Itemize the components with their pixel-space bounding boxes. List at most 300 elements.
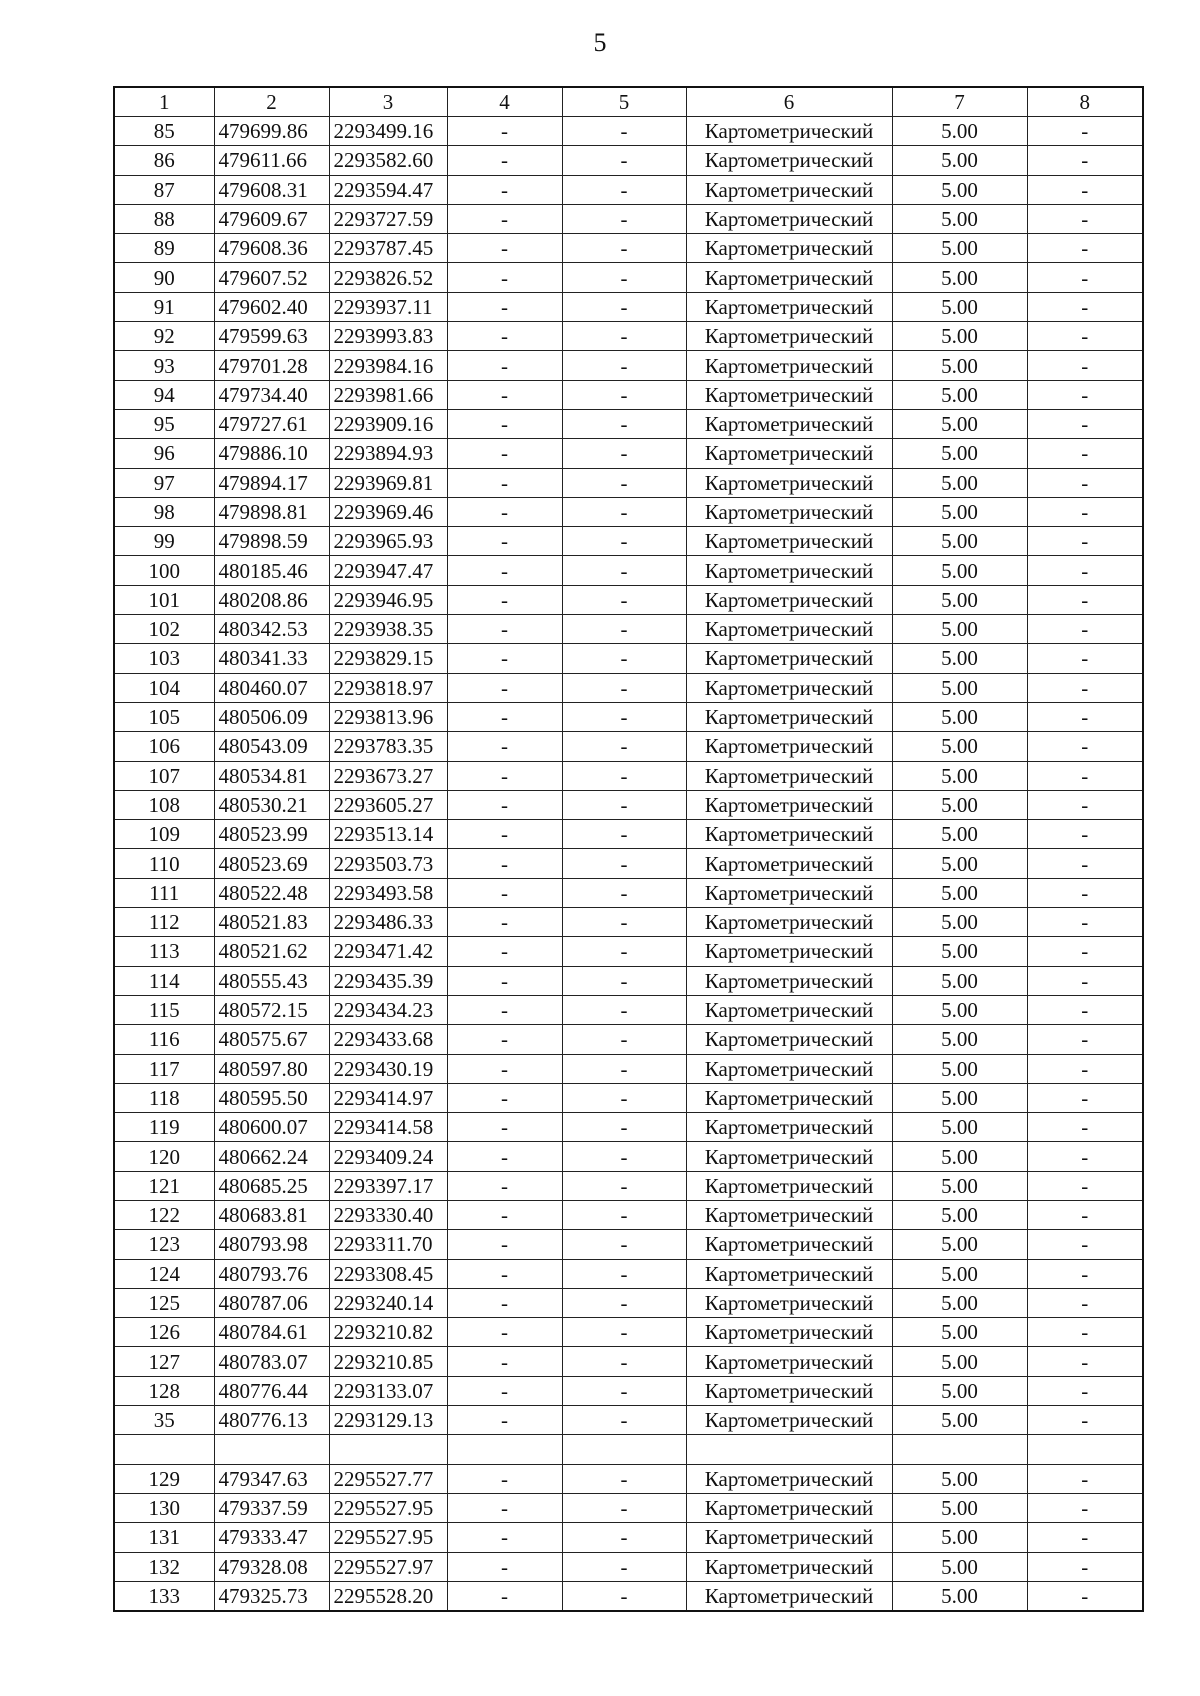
table-cell: - [562,1406,686,1435]
table-cell: Картометрический [686,673,892,702]
table-cell: - [562,1347,686,1376]
table-row [114,732,1143,761]
table-cell: - [562,1083,686,1112]
table-cell: 2293330.40 [329,1200,447,1229]
table-row [114,263,1143,292]
table-cell: - [447,937,562,966]
table-cell: 480784.61 [214,1318,329,1347]
table-cell: - [562,585,686,614]
table-cell: - [562,1464,686,1493]
table-row [114,702,1143,731]
table-cell: 5.00 [892,1200,1027,1229]
table-cell: - [562,820,686,849]
table-cell: - [447,1113,562,1142]
table-cell: - [447,1406,562,1435]
table-cell: 2293813.96 [329,702,447,731]
table-cell: Картометрический [686,1552,892,1581]
table-cell: 2293946.95 [329,585,447,614]
table-cell: - [447,1230,562,1259]
table-cell: - [447,1288,562,1317]
table-cell: 2293210.85 [329,1347,447,1376]
column-header: 5 [562,87,686,117]
table-cell: - [562,849,686,878]
table-cell: Картометрический [686,1347,892,1376]
table-cell: 479608.31 [214,175,329,204]
table-cell: 90 [114,263,214,292]
table-cell: - [447,1318,562,1347]
table-cell: Картометрический [686,1318,892,1347]
table-cell: 479325.73 [214,1581,329,1611]
table-cell: - [447,673,562,702]
table-cell: 2293829.15 [329,644,447,673]
table-cell: - [562,1200,686,1229]
table-cell: Картометрический [686,702,892,731]
table-cell: 2293133.07 [329,1376,447,1405]
table-cell: 97 [114,468,214,497]
table-cell: - [562,146,686,175]
table-cell: - [447,761,562,790]
table-cell: 479347.63 [214,1464,329,1493]
table-cell: 5.00 [892,1347,1027,1376]
table-cell: - [447,1523,562,1552]
table-cell: Картометрический [686,878,892,907]
table-cell: 112 [114,908,214,937]
table-cell: - [447,1171,562,1200]
table-cell: 5.00 [892,995,1027,1024]
table-cell: 2293937.11 [329,292,447,321]
table-cell: - [447,497,562,526]
table-cell: - [562,732,686,761]
table-cell: 5.00 [892,322,1027,351]
table-cell: - [562,1581,686,1611]
table-cell: 5.00 [892,1318,1027,1347]
table-cell: 122 [114,1200,214,1229]
table-cell: - [1027,1200,1143,1229]
table-cell: 109 [114,820,214,849]
table-cell: Картометрический [686,439,892,468]
table-cell: - [1027,878,1143,907]
table-cell: 5.00 [892,204,1027,233]
table-cell: - [447,351,562,380]
table-cell: 101 [114,585,214,614]
table-row [114,1435,1143,1464]
table-cell: - [562,1113,686,1142]
table-row [114,1406,1143,1435]
table-cell: - [1027,351,1143,380]
table-row [114,380,1143,409]
table-cell: 479727.61 [214,409,329,438]
table-cell: 5.00 [892,1288,1027,1317]
table-row [114,790,1143,819]
table-cell: 99 [114,527,214,556]
table-cell: - [562,527,686,556]
table-cell: - [1027,1406,1143,1435]
table-cell: 2293503.73 [329,849,447,878]
table-cell: 2293240.14 [329,1288,447,1317]
column-header: 6 [686,87,892,117]
table-cell: 5.00 [892,1581,1027,1611]
table-cell: Картометрический [686,497,892,526]
table-cell: Картометрический [686,322,892,351]
table-row [114,1230,1143,1259]
table-cell: - [1027,204,1143,233]
table-cell: Картометрический [686,1171,892,1200]
table-cell: 2293129.13 [329,1406,447,1435]
table-cell: - [1027,439,1143,468]
table-cell: 107 [114,761,214,790]
table-cell: 479602.40 [214,292,329,321]
table-cell: - [562,117,686,146]
table-cell [214,1435,329,1464]
table-cell: Картометрический [686,204,892,233]
table-cell: 5.00 [892,849,1027,878]
table-cell: 2293818.97 [329,673,447,702]
table-row [114,849,1143,878]
table-cell: 133 [114,1581,214,1611]
table-cell: - [562,790,686,819]
table-row [114,908,1143,937]
table-cell: - [1027,1347,1143,1376]
table-cell: - [1027,1318,1143,1347]
table-cell: 2293513.14 [329,820,447,849]
table-cell: 128 [114,1376,214,1405]
table-cell: - [562,1054,686,1083]
table-cell: 117 [114,1054,214,1083]
table-cell: 2293414.97 [329,1083,447,1112]
table-cell: 5.00 [892,1464,1027,1493]
table-cell: 93 [114,351,214,380]
table-cell: - [447,1464,562,1493]
table-cell: 479337.59 [214,1493,329,1522]
table-cell: 2295527.97 [329,1552,447,1581]
table-cell: Картометрический [686,1142,892,1171]
table-row [114,1318,1143,1347]
table-row [114,175,1143,204]
table-cell: 480683.81 [214,1200,329,1229]
table-cell: Картометрический [686,732,892,761]
table-cell: - [447,1581,562,1611]
table-cell: 5.00 [892,380,1027,409]
table-row [114,1493,1143,1522]
table-cell: 2293414.58 [329,1113,447,1142]
table-cell: - [1027,468,1143,497]
table-cell: - [1027,1113,1143,1142]
table-cell: 2293909.16 [329,409,447,438]
table-cell: - [1027,146,1143,175]
table-row [114,673,1143,702]
table-cell: Картометрический [686,761,892,790]
table-cell: - [447,234,562,263]
table-cell: 480534.81 [214,761,329,790]
table-cell: Картометрический [686,1376,892,1405]
table-cell: 2293984.16 [329,351,447,380]
table-cell: 2293430.19 [329,1054,447,1083]
table-cell: - [562,995,686,1024]
table-cell: - [1027,234,1143,263]
table-row [114,1025,1143,1054]
table-cell: - [562,1025,686,1054]
table-cell: 2293787.45 [329,234,447,263]
table-cell: 2293938.35 [329,615,447,644]
table-cell: - [1027,380,1143,409]
table-cell: 480506.09 [214,702,329,731]
table-row [114,556,1143,585]
table-cell: - [447,820,562,849]
table-row [114,527,1143,556]
table-cell: 131 [114,1523,214,1552]
table-cell: Картометрический [686,1523,892,1552]
table-cell: 104 [114,673,214,702]
table-row [114,937,1143,966]
column-header: 3 [329,87,447,117]
table-cell: 2293594.47 [329,175,447,204]
table-cell: 5.00 [892,1113,1027,1142]
table-cell: - [1027,908,1143,937]
table-cell: - [562,468,686,497]
table-cell: 2293493.58 [329,878,447,907]
table-cell: - [447,615,562,644]
table-cell: Картометрический [686,1493,892,1522]
table-cell [329,1435,447,1464]
table-cell: - [562,1552,686,1581]
table-row [114,1464,1143,1493]
table-row [114,995,1143,1024]
table-cell [562,1435,686,1464]
table-cell: - [447,878,562,907]
table-cell: - [1027,1142,1143,1171]
table-cell: - [562,1171,686,1200]
table-row [114,204,1143,233]
table-cell: 129 [114,1464,214,1493]
table-cell: 480783.07 [214,1347,329,1376]
table-cell: 480600.07 [214,1113,329,1142]
table-cell: - [447,1025,562,1054]
table-cell: - [562,497,686,526]
table-cell: Картометрический [686,937,892,966]
table-cell: - [562,1259,686,1288]
table-cell: 5.00 [892,1230,1027,1259]
table-cell: - [447,292,562,321]
table-cell: - [1027,263,1143,292]
table-cell: Картометрический [686,644,892,673]
table-cell [892,1435,1027,1464]
table-cell: 479608.36 [214,234,329,263]
table-cell: 480595.50 [214,1083,329,1112]
column-header: 4 [447,87,562,117]
table-cell: Картометрический [686,234,892,263]
table-row [114,1259,1143,1288]
table-row [114,1142,1143,1171]
table-row [114,1171,1143,1200]
table-cell: - [1027,497,1143,526]
table-cell: 5.00 [892,1376,1027,1405]
table-cell: 2293965.93 [329,527,447,556]
table-cell: - [562,439,686,468]
table-cell: Картометрический [686,849,892,878]
table-cell: 480521.83 [214,908,329,937]
table-cell: 108 [114,790,214,819]
table-cell: 5.00 [892,878,1027,907]
table-cell: - [447,322,562,351]
table-cell: 479607.52 [214,263,329,292]
table-cell: 479894.17 [214,468,329,497]
table-cell: 102 [114,615,214,644]
table-cell: - [562,175,686,204]
table-cell: 5.00 [892,409,1027,438]
table-cell: - [562,966,686,995]
table-cell: - [562,292,686,321]
table-cell: Картометрический [686,1464,892,1493]
table-cell: Картометрический [686,1406,892,1435]
column-header: 2 [214,87,329,117]
table-cell: - [562,1230,686,1259]
table-cell: 5.00 [892,1259,1027,1288]
table-cell: - [1027,175,1143,204]
table-cell: 116 [114,1025,214,1054]
table-cell: 480793.98 [214,1230,329,1259]
table-cell: Картометрический [686,1288,892,1317]
table-cell: 2295528.20 [329,1581,447,1611]
table-cell: - [447,439,562,468]
table-cell: - [562,937,686,966]
table-cell: - [562,673,686,702]
page-number: 5 [593,28,607,57]
table-row [114,234,1143,263]
table-cell: 120 [114,1142,214,1171]
table-row [114,585,1143,614]
table-cell: 2293308.45 [329,1259,447,1288]
table-cell: - [1027,644,1143,673]
table-cell: 2293993.83 [329,322,447,351]
table-cell: - [1027,673,1143,702]
table-cell: 479328.08 [214,1552,329,1581]
table-cell: 89 [114,234,214,263]
table-cell: 479886.10 [214,439,329,468]
table-cell: 5.00 [892,790,1027,819]
table-cell: Картометрический [686,292,892,321]
table-cell: - [447,1552,562,1581]
table-cell: Картометрический [686,175,892,204]
table-cell: 5.00 [892,966,1027,995]
table-row [114,820,1143,849]
table-cell: 5.00 [892,732,1027,761]
table-cell: 5.00 [892,234,1027,263]
table-cell: - [1027,1083,1143,1112]
table-cell: 5.00 [892,556,1027,585]
table-cell: - [1027,1054,1143,1083]
table-cell: 2293894.93 [329,439,447,468]
coordinates-table [113,86,1144,1612]
table-cell: 113 [114,937,214,966]
table-cell: - [447,1083,562,1112]
table-cell: 91 [114,292,214,321]
table-cell: Картометрический [686,351,892,380]
table-cell: - [1027,790,1143,819]
table-cell: - [447,585,562,614]
table-row [114,409,1143,438]
table-cell: 480575.67 [214,1025,329,1054]
table-cell: 480776.44 [214,1376,329,1405]
table-cell [447,1435,562,1464]
table-cell: 88 [114,204,214,233]
table-row [114,644,1143,673]
table-cell: - [1027,966,1143,995]
table-cell: - [1027,409,1143,438]
table-cell: 480208.86 [214,585,329,614]
table-row [114,292,1143,321]
table-cell: 2293433.68 [329,1025,447,1054]
table-cell: 479611.66 [214,146,329,175]
table-cell: Картометрический [686,117,892,146]
table-cell: 479898.81 [214,497,329,526]
table-cell: 5.00 [892,820,1027,849]
table-cell: 5.00 [892,263,1027,292]
table-row [114,615,1143,644]
table-cell: 5.00 [892,761,1027,790]
table-cell: 480685.25 [214,1171,329,1200]
table-cell: 5.00 [892,937,1027,966]
column-header: 8 [1027,87,1143,117]
table-cell: - [1027,1259,1143,1288]
table-cell: - [447,966,562,995]
table-cell: 2293673.27 [329,761,447,790]
table-cell: 2293605.27 [329,790,447,819]
table-cell: Картометрический [686,615,892,644]
table-cell: - [447,468,562,497]
table-cell: Картометрический [686,1200,892,1229]
table-cell: 5.00 [892,615,1027,644]
table-cell: 86 [114,146,214,175]
table-cell: - [1027,292,1143,321]
table-cell: Картометрический [686,1025,892,1054]
table-cell: - [1027,615,1143,644]
table-cell: - [447,556,562,585]
table-cell: - [447,702,562,731]
table-cell: - [447,1493,562,1522]
table-cell: 98 [114,497,214,526]
table-cell: Картометрический [686,409,892,438]
table-cell: - [1027,937,1143,966]
table-cell: - [1027,1288,1143,1317]
table-cell: - [447,644,562,673]
table-cell: - [562,234,686,263]
table-cell: - [447,908,562,937]
table-row [114,1083,1143,1112]
table-cell: - [447,409,562,438]
table-cell: 95 [114,409,214,438]
table-cell: 114 [114,966,214,995]
table-cell: - [562,878,686,907]
table-cell: Картометрический [686,790,892,819]
table-cell: - [1027,1230,1143,1259]
table-cell: - [562,322,686,351]
table-cell: 94 [114,380,214,409]
table-cell: 110 [114,849,214,878]
table-cell: 479599.63 [214,322,329,351]
table-cell: 2295527.95 [329,1493,447,1522]
table-cell: - [447,1054,562,1083]
table-cell: - [1027,556,1143,585]
table-cell: 5.00 [892,1406,1027,1435]
table-cell: 480523.69 [214,849,329,878]
table-cell: 480597.80 [214,1054,329,1083]
table-cell: 100 [114,556,214,585]
table-cell: 2293969.81 [329,468,447,497]
table-row [114,351,1143,380]
table-cell: 103 [114,644,214,673]
table-cell: 105 [114,702,214,731]
table-cell: - [562,204,686,233]
